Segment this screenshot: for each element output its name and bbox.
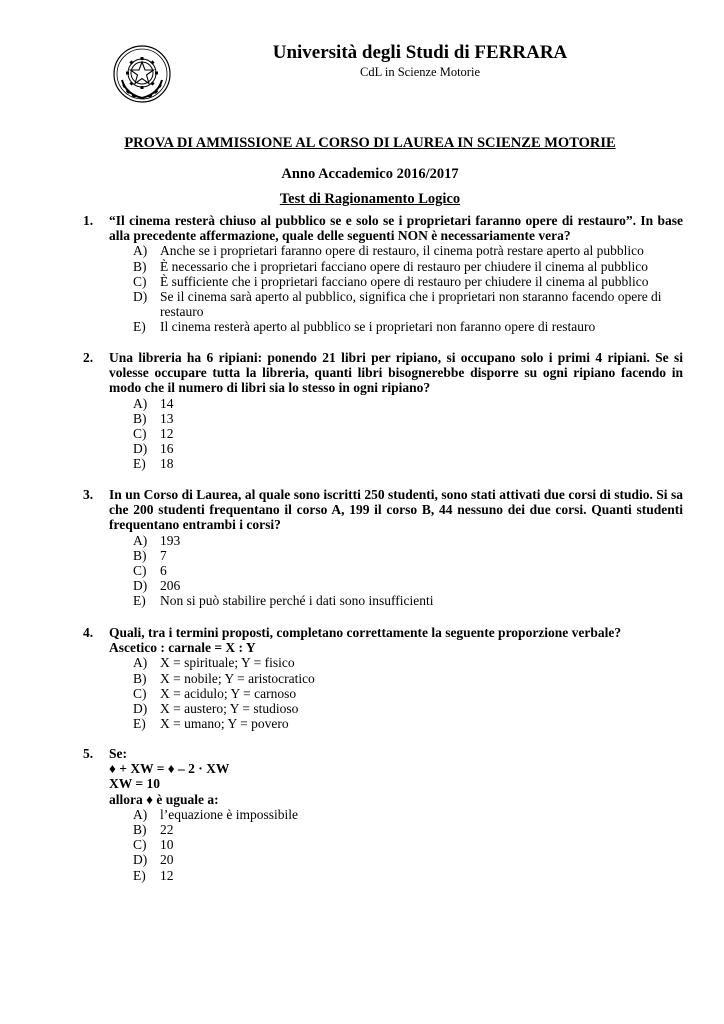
question-2 [83, 350, 683, 472]
question-4 [83, 625, 683, 731]
option-c [83, 686, 683, 701]
equation-line: XW = 10 [109, 776, 160, 792]
question-number: 3. [83, 487, 94, 502]
question-text: Quali, tra i termini proposti, completano correttamente la seguente proporzione verbale? [109, 625, 622, 640]
option-d [83, 441, 683, 456]
options-list [83, 396, 683, 472]
option-letter: B) [133, 670, 147, 686]
option-d [83, 701, 683, 716]
option-text: 12 [160, 867, 174, 883]
option-e [83, 456, 683, 471]
option-b [83, 259, 683, 274]
option-letter: D) [133, 289, 148, 305]
options-list [83, 533, 683, 609]
option-text: X = spirituale; Y = fisico [160, 655, 295, 671]
option-text: X = umano; Y = povero [160, 716, 289, 732]
option-c [83, 563, 683, 578]
question-number: 5. [83, 746, 94, 761]
options-list [83, 655, 683, 731]
option-letter: E) [133, 456, 146, 472]
option-text: È sufficiente che i proprietari facciano opere di restauro per chiudere il cinema al pubblico [160, 273, 649, 289]
question-number: 1. [83, 213, 94, 228]
option-d [83, 578, 683, 593]
exam-title: PROVA DI AMMISSIONE AL CORSO DI LAUREA IN SCIENZE MOTORIE [124, 135, 616, 151]
question-proportion: Ascetico : carnale = X : Y [109, 640, 256, 656]
option-text: X = austero; Y = studioso [160, 701, 299, 717]
option-c [83, 837, 683, 852]
emblem-icon [112, 44, 172, 104]
option-text: 14 [160, 395, 174, 411]
option-letter: D) [133, 852, 148, 868]
university-name: Università degli Studi di FERRARA [272, 42, 568, 63]
question-5 [83, 746, 683, 883]
option-text: Anche se i proprietari faranno opere di restauro, il cinema potrà restare aperto al pubblico [160, 243, 644, 259]
option-letter: D) [133, 578, 148, 594]
option-text: 7 [160, 547, 167, 563]
option-text: Se il cinema sarà aperto al pubblico, significa che i proprietari non staranno facendo opere di restauro [160, 289, 662, 320]
question-text: “Il cinema resterà chiuso al pubblico se e solo se i proprietari faranno opere di restauro”. In base alla precedente affermazione, quale delle seguenti NON è necessariamente vera? [109, 213, 683, 244]
option-text: 22 [160, 822, 174, 838]
option-a [83, 655, 683, 670]
question-prompt: allora ♦ è uguale a: [109, 791, 219, 807]
course-name: CdL in Scienze Motorie [360, 65, 480, 79]
option-a [83, 807, 683, 822]
option-text: 193 [160, 532, 181, 548]
option-text: 18 [160, 456, 174, 472]
option-e [83, 319, 683, 334]
option-e [83, 868, 683, 883]
option-text: Il cinema resterà aperto al pubblico se i proprietari non faranno opere di restauro [160, 319, 596, 335]
option-letter: A) [133, 806, 148, 822]
option-text: 6 [160, 563, 167, 579]
option-b [83, 822, 683, 837]
question-text: In un Corso di Laurea, al quale sono iscritti 250 studenti, sono stati attivati due corsi di studio. Si sa che 200 studenti frequentano il corso A, 199 il corso B, 44 nessuno dei due corsi. Quanti studenti frequentano entrambi i corsi? [109, 487, 683, 533]
options-list [83, 807, 683, 883]
option-letter: E) [133, 593, 146, 609]
equation-line: ♦ + XW = ♦ – 2 · XW [109, 761, 230, 777]
option-text: È necessario che i proprietari facciano opere di restauro per chiudere il cinema al pubblico [160, 258, 649, 274]
question-number: 4. [83, 625, 94, 640]
question-1 [83, 213, 683, 335]
option-text: 13 [160, 410, 174, 426]
option-letter: E) [133, 319, 146, 335]
option-letter: E) [133, 716, 146, 732]
question-number: 2. [83, 350, 94, 365]
option-letter: A) [133, 655, 148, 671]
option-letter: C) [133, 685, 147, 701]
option-letter: E) [133, 867, 146, 883]
option-text: X = acidulo; Y = carnoso [160, 685, 297, 701]
option-text: 20 [160, 852, 174, 868]
option-c [83, 274, 683, 289]
option-text: 16 [160, 441, 174, 457]
option-letter: A) [133, 395, 148, 411]
option-letter: C) [133, 563, 147, 579]
option-e [83, 593, 683, 608]
option-text: 12 [160, 426, 174, 442]
option-letter: C) [133, 273, 147, 289]
option-letter: D) [133, 701, 148, 717]
option-d [83, 852, 683, 867]
option-b [83, 671, 683, 686]
option-letter: B) [133, 258, 147, 274]
option-letter: B) [133, 547, 147, 563]
option-a [83, 533, 683, 548]
option-a [83, 243, 683, 258]
question-text: Una libreria ha 6 ripiani: ponendo 21 libri per ripiano, si occupano solo i primi 4 ripiani. Se si volesse occupare tutta la libreria, quanti libri bisognerebbe disporre su ogni ripiano facendo in modo che il numero di libri sia lo stesso in ogni ripiano? [109, 350, 683, 396]
option-letter: D) [133, 441, 148, 457]
option-letter: B) [133, 822, 147, 838]
question-text: Se: [109, 746, 127, 761]
question-3 [83, 487, 683, 609]
option-letter: A) [133, 243, 148, 259]
option-text: l’equazione è impossibile [160, 806, 298, 822]
option-text: 10 [160, 837, 174, 853]
option-b [83, 548, 683, 563]
option-b [83, 411, 683, 426]
option-text: Non si può stabilire perché i dati sono insufficienti [160, 593, 434, 609]
options-list [83, 243, 683, 334]
option-c [83, 426, 683, 441]
option-a [83, 396, 683, 411]
option-letter: C) [133, 426, 147, 442]
section-title: Test di Ragionamento Logico [279, 191, 461, 207]
option-d [83, 289, 683, 319]
option-letter: C) [133, 837, 147, 853]
option-text: X = nobile; Y = aristocratico [160, 670, 315, 686]
option-text: 206 [160, 578, 181, 594]
option-letter: B) [133, 410, 147, 426]
option-letter: A) [133, 532, 148, 548]
option-e [83, 716, 683, 731]
academic-year: Anno Accademico 2016/2017 [281, 166, 459, 182]
